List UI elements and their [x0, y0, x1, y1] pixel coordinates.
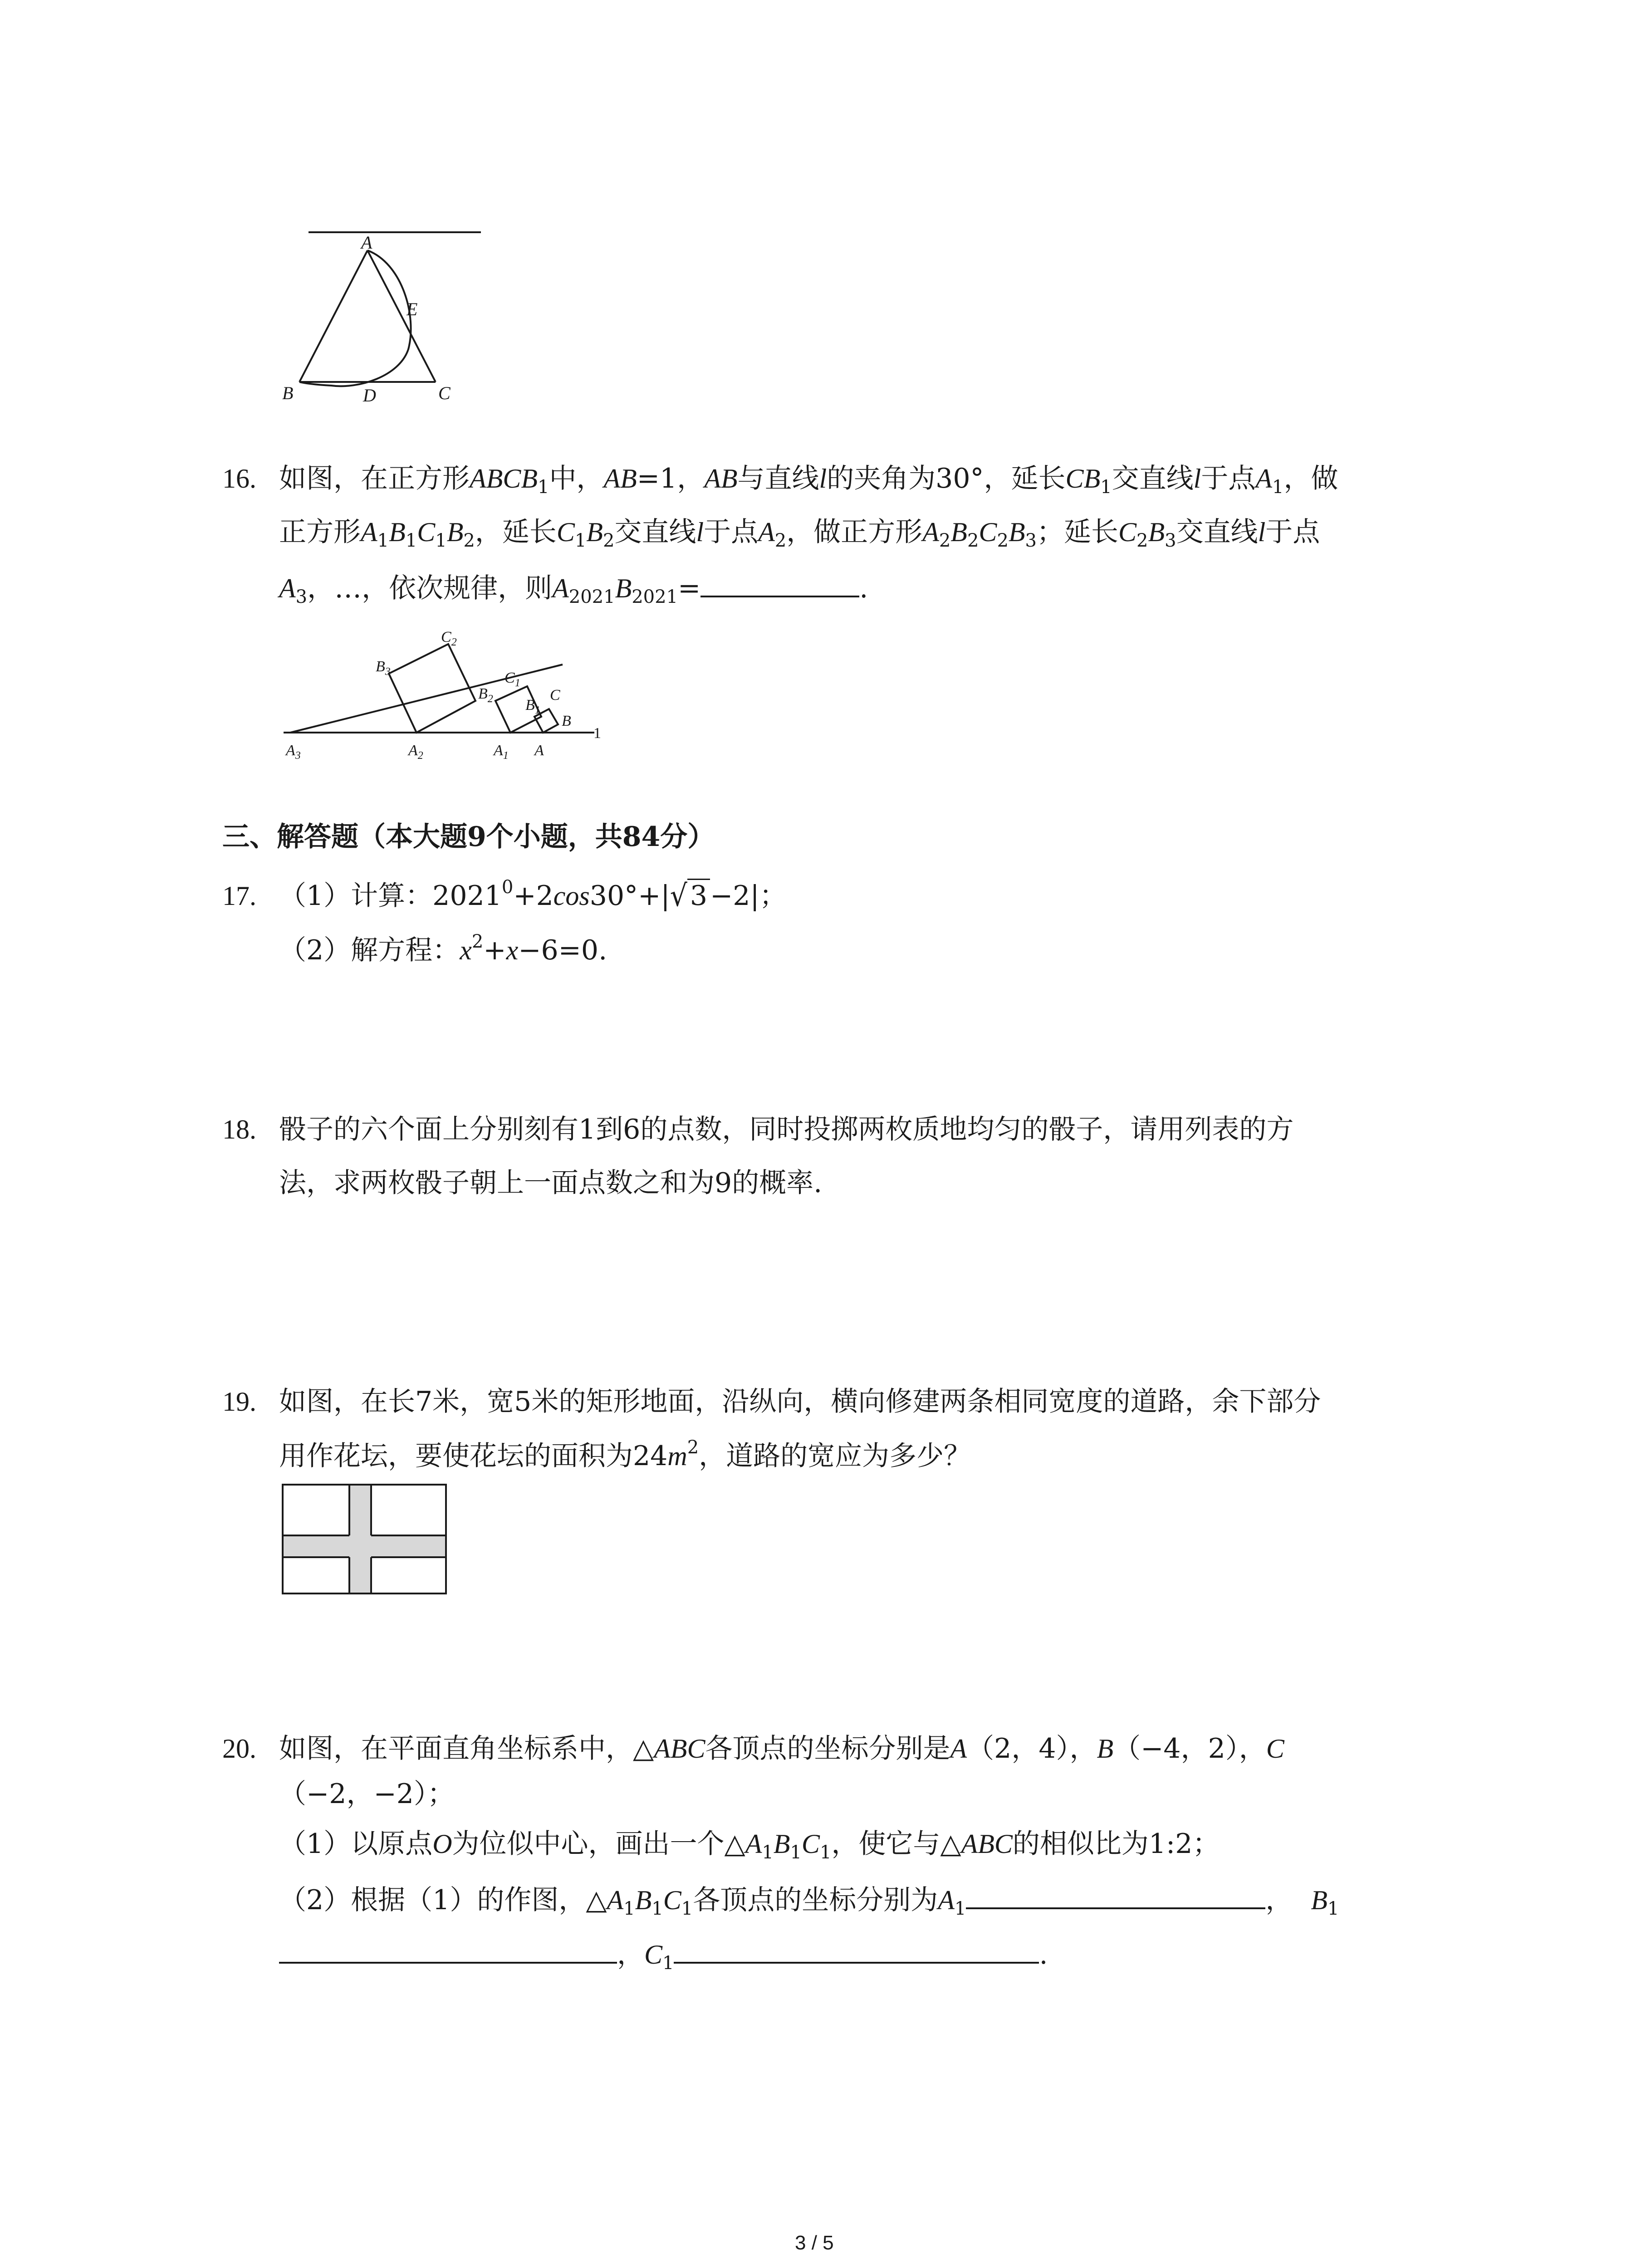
- q18-line-1: 骰子的六个面上分别刻有1到6的点数，同时投掷两枚质地均匀的骰子，请用列表的方: [279, 1114, 1294, 1145]
- q16-number: 16.: [222, 464, 256, 494]
- q20-line-4: （2）根据（1）的作图，$\triangle A_1B_1C_1$各顶点的坐标分别为$A_1$ ， $B_1$: [279, 1880, 1339, 1918]
- label-a: A: [534, 742, 544, 759]
- q19-line-2: 用作花坛，要使花坛的面积为$24m^2$，道路的宽应为多少？: [279, 1437, 971, 1472]
- slant-line: [290, 665, 563, 733]
- q19-number: 19.: [222, 1387, 256, 1417]
- label-a3: $A_3$: [286, 742, 301, 762]
- label-a: A: [361, 232, 372, 253]
- q17-number: 17.: [222, 881, 256, 911]
- q17-part-1: （1）计算：$2021^0+2\cos 30^\circ+|√$ 3 −2|；: [279, 878, 787, 914]
- label-c: C: [438, 383, 451, 403]
- q16-line-3: $A_3$，…，依次规律，则$A_{2021}B_{2021}=$ .: [279, 568, 868, 606]
- label-c2: $C_2$: [441, 629, 457, 648]
- q20-number: 20.: [222, 1734, 256, 1764]
- q16-answer-blank[interactable]: [700, 568, 859, 597]
- q20-line-2: （−2，−2）；: [279, 1778, 455, 1810]
- label-b3: $B_3$: [376, 658, 391, 678]
- horizontal-road: [283, 1535, 446, 1557]
- q20-b1-blank[interactable]: [279, 1935, 617, 1964]
- q18-number: 18.: [222, 1114, 256, 1144]
- label-b: B: [562, 713, 571, 729]
- label-b2: $B_2$: [478, 685, 493, 705]
- figure-q19-garden: [281, 1483, 447, 1595]
- label-e: E: [407, 299, 418, 319]
- q20-a1-blank[interactable]: [966, 1880, 1265, 1909]
- q17-part-2: （2）解方程：$x^2+x-6=0$.: [279, 931, 607, 966]
- q16-line-2: 正方形$A_1B_1C_1B_2$，延长$C_1B_2$交直线l于点$A_2$，做正方形$A_2B_2C_2B_3$；延长$C_2B_3$交直线l于点: [279, 516, 1320, 551]
- figure-q16: [272, 624, 617, 769]
- sqrt-radicand: 3: [687, 879, 710, 912]
- label-d: D: [363, 385, 376, 406]
- q20-line-5: ，$C_1$ .: [279, 1935, 1048, 1973]
- q20-line-3: （1）以原点O为位似中心，画出一个$\triangle A_1B_1C_1$，使它与△ABC的相似比为1:2；: [279, 1828, 1220, 1863]
- q20-line-1: 如图，在平面直角坐标系中，△ABC各顶点的坐标分别是A（2，4），B（−4，2），C: [279, 1733, 1284, 1765]
- square-a2b3c2b2: [389, 644, 475, 733]
- page-number: 3 / 5: [795, 2232, 834, 2254]
- label-a1: $A_1$: [494, 742, 509, 762]
- label-c: C: [550, 687, 560, 704]
- q18-line-2: 法，求两枚骰子朝上一面点数之和为9的概率.: [279, 1167, 823, 1199]
- q16-line-1: 如图，在正方形$ABCB_1$中，AB=1，AB与直线l的夹角为30°，延长$CB_1$交直线l于点$A_1$，做: [279, 463, 1338, 498]
- label-a2: $A_2$: [408, 742, 423, 762]
- q19-line-1: 如图，在长7米，宽5米的矩形地面，沿纵向，横向修建两条相同宽度的道路，余下部分: [279, 1386, 1321, 1418]
- label-b: B: [282, 383, 294, 403]
- section-3-heading: 三、解答题（本大题9个小题，共84分）: [222, 821, 715, 853]
- label-l: 1: [593, 725, 601, 742]
- label-b1: $B_1$: [525, 697, 540, 716]
- figure-q15: [272, 218, 481, 408]
- sqrt-sign: √: [670, 878, 687, 914]
- q20-c1-blank[interactable]: [674, 1935, 1039, 1964]
- segment-ab: [299, 250, 367, 382]
- label-c1: $C_1$: [505, 670, 520, 689]
- arc-aeb: [299, 250, 411, 386]
